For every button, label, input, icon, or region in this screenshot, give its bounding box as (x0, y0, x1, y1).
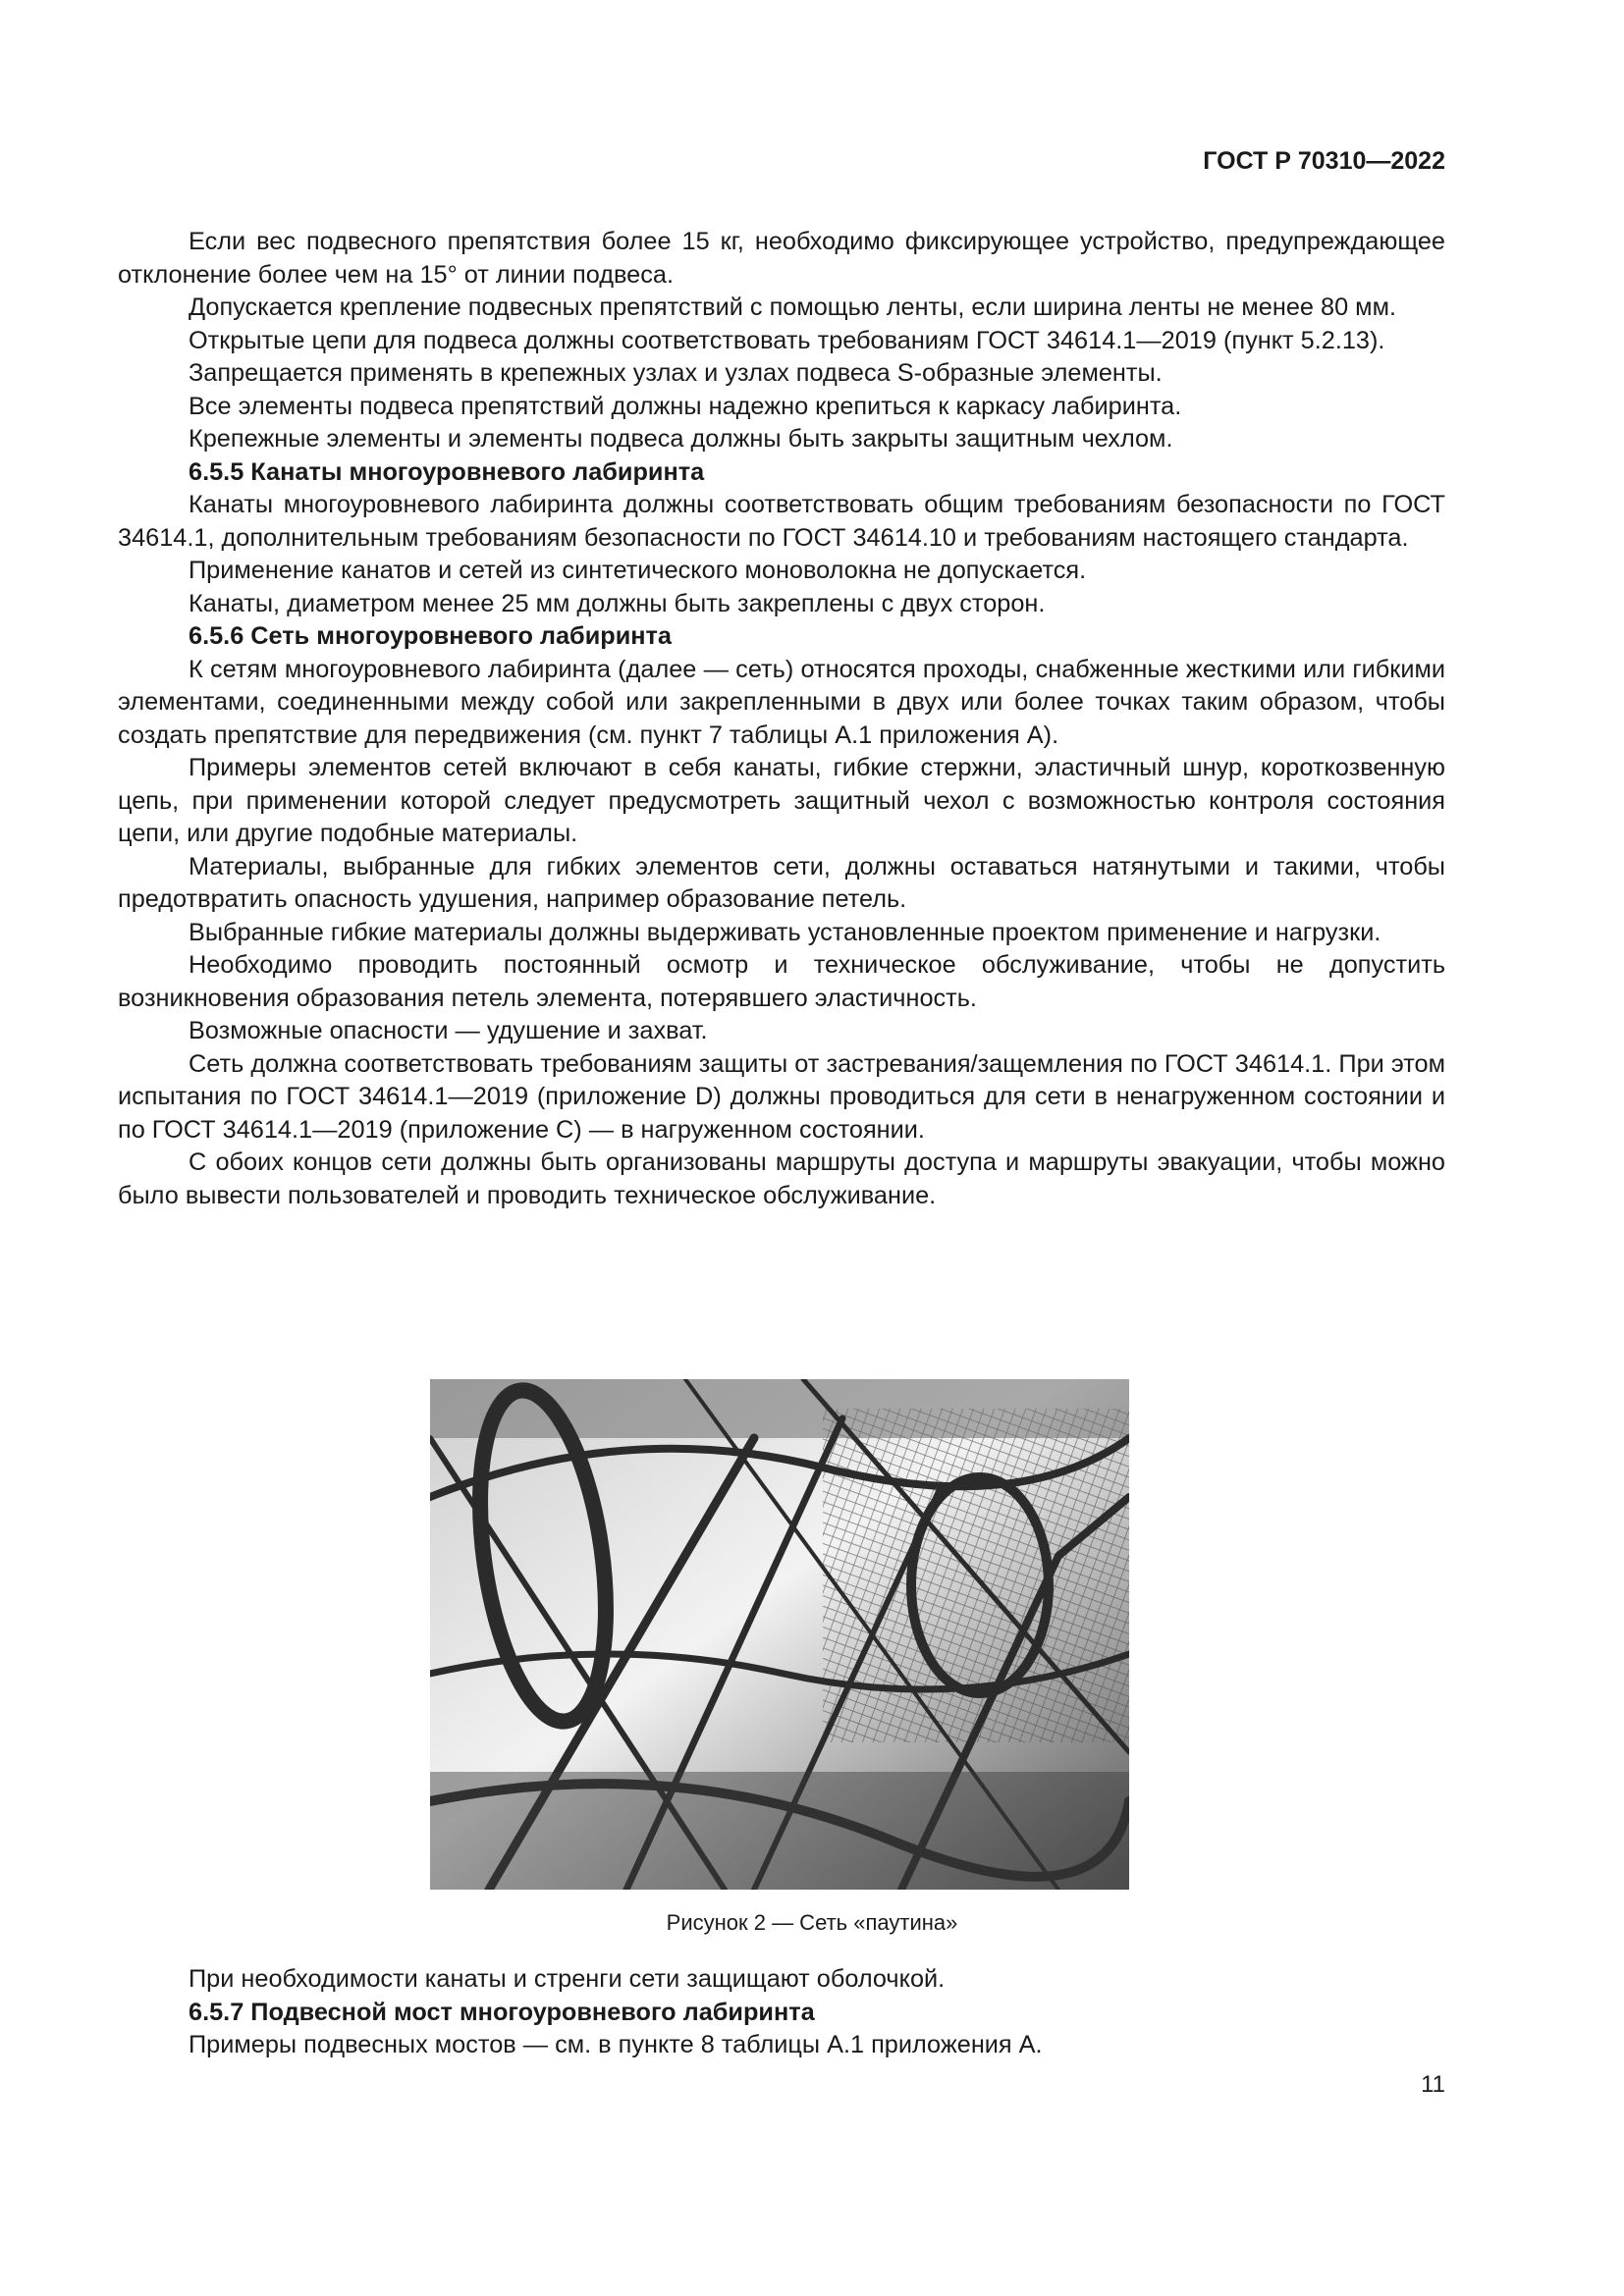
section-heading: 6.5.6 Сеть многоуровневого лабиринта (189, 622, 672, 650)
paragraph: Все элементы подвеса препятствий должны надежно крепиться к каркасу лабиринта. (189, 392, 1182, 420)
paragraph: Если вес подвесного препятствия более 15 кг, необходимо фиксирующее устройство, предупреждающее отклонение более чем на 15° от линии подвеса. (118, 228, 1445, 289)
figure-caption: Рисунок 2 — Сеть «паутина» (666, 1910, 958, 1935)
paragraph: С обоих концов сети должны быть организованы маршруты доступа и маршруты эвакуации, чтобы можно было вывести пользователей и проводить техническое обслуживание. (118, 1148, 1445, 1209)
paragraph: Возможные опасности — удушение и захват. (189, 1017, 708, 1044)
paragraph: Открытые цепи для подвеса должны соответствовать требованиям ГОСТ 34614.1—2019 (пункт 5.2.13). (189, 326, 1385, 354)
figure-net-photo (430, 1379, 1129, 1890)
document-header-id: ГОСТ Р 70310—2022 (1203, 147, 1445, 175)
page-number: 11 (1421, 2071, 1445, 2098)
section-heading: 6.5.7 Подвесной мост многоуровневого лабиринта (189, 1998, 815, 2026)
paragraph: Материалы, выбранные для гибких элементов сети, должны оставаться натянутыми и такими, чтобы предотвратить опасность удушения, например образование петель. (118, 852, 1445, 913)
body-text (118, 226, 1445, 1212)
paragraph: Сеть должна соответствовать требованиям защиты от застревания/защемления по ГОСТ 34614.1. При этом испытания по ГОСТ 34614.1—2019 (приложение D) должны проводиться для сети в ненагруженном состоянии и по ГОСТ 34614.1—2019 (приложение С) — в нагруженном состоянии. (118, 1049, 1445, 1144)
paragraph: Необходимо проводить постоянный осмотр и техническое обслуживание, чтобы не допустить возникновения образования петель элемента, потерявшего эластичность. (118, 951, 1445, 1012)
paragraph: Примеры элементов сетей включают в себя канаты, гибкие стержни, эластичный шнур, короткозвенную цепь, при применении которой следует предусмотреть защитный чехол с возможностью контроля состояния цепи, или другие подобные материалы. (118, 754, 1445, 847)
paragraph: При необходимости канаты и стренги сети защищают оболочкой. (189, 1965, 946, 1993)
paragraph: Крепежные элементы и элементы подвеса должны быть закрыты защитным чехлом. (189, 425, 1173, 453)
paragraph: Канаты многоуровневого лабиринта должны соответствовать общим требованиям безопасности по ГОСТ 34614.1, дополнительным требованиям безопасности по ГОСТ 34614.10 и требованиям настоящего стандарта. (118, 491, 1445, 552)
paragraph: Примеры подвесных мостов — см. в пункте 8 таблицы А.1 приложения А. (189, 2031, 1043, 2058)
paragraph: Выбранные гибкие материалы должны выдерживать установленные проектом применение и нагрузки. (189, 918, 1381, 946)
paragraph: Канаты, диаметром менее 25 мм должны быть закреплены с двух сторон. (189, 589, 1046, 617)
section-heading: 6.5.5 Канаты многоуровневого лабиринта (189, 457, 705, 486)
paragraph: К сетям многоуровневого лабиринта (далее — сеть) относятся проходы, снабженные жесткими или гибкими элементами, соединенными между собой или закрепленными в двух или более точках таким образом, чтобы создать препятствие для передвижения (см. пункт 7 таблицы А.1 приложения А). (118, 655, 1445, 749)
paragraph: Запрещается применять в крепежных узлах и узлах подвеса S-образные элементы. (189, 359, 1163, 387)
paragraph: Применение канатов и сетей из синтетического моноволокна не допускается. (189, 557, 1087, 584)
paragraph: Допускается крепление подвесных препятствий с помощью ленты, если ширина ленты не менее 80 мм. (189, 294, 1396, 321)
body-text-after-figure (118, 1963, 1445, 2062)
